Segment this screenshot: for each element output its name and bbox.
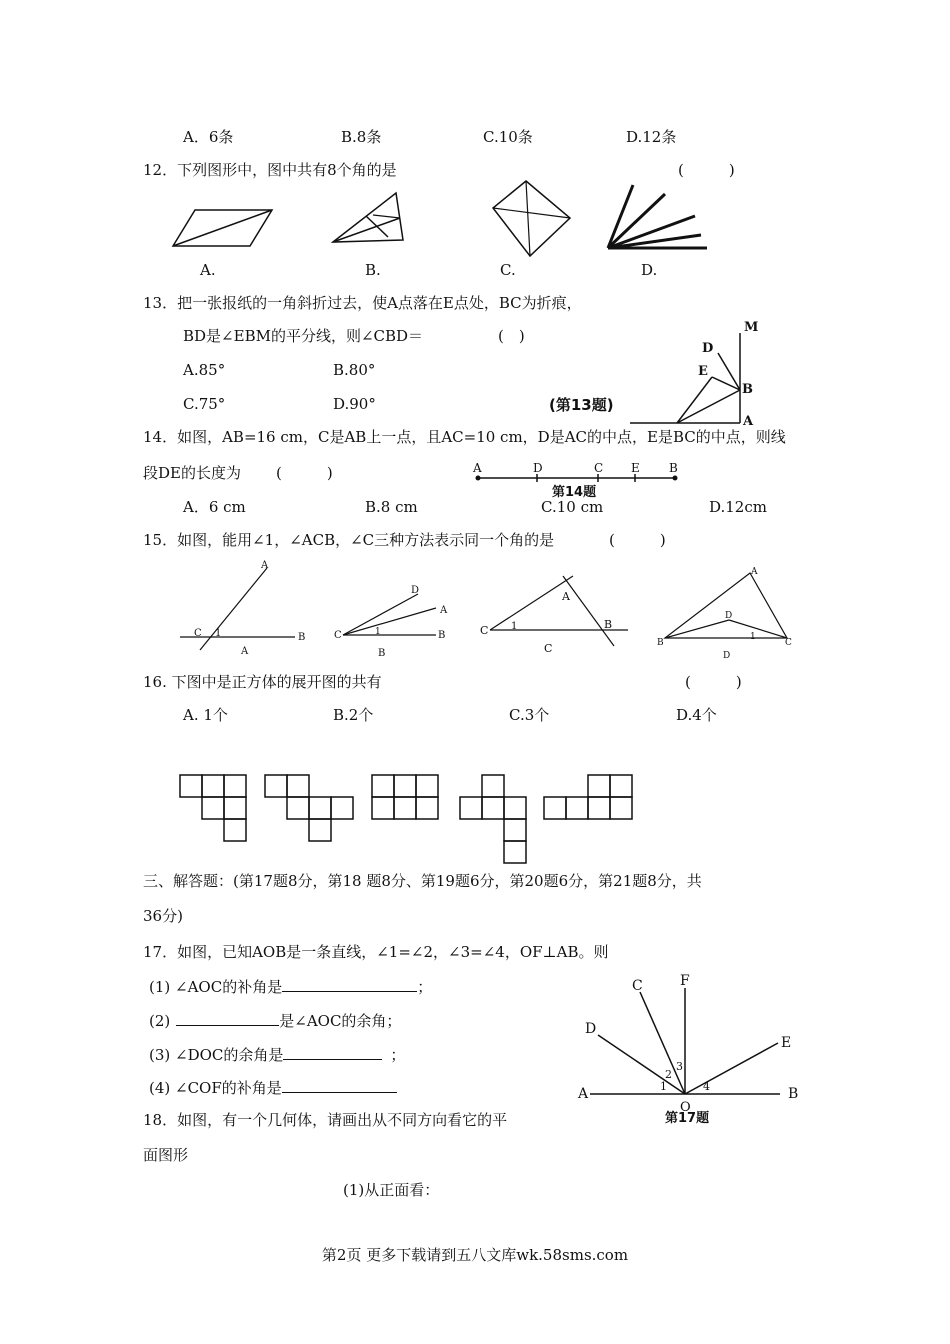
q11-option-d: D.12条 <box>626 128 677 146</box>
q17-label-b: B <box>788 1086 799 1102</box>
q17-label-f: F <box>680 973 690 989</box>
q14-label-e: E <box>631 461 640 475</box>
q17-part-3-text: (3) ∠DOC的余角是 <box>149 1046 284 1064</box>
q15d-label-d2: D <box>723 651 731 661</box>
q13-label-b: B <box>742 382 753 397</box>
q15d-label-d1: D <box>725 611 733 621</box>
q17-part-2 <box>149 1009 401 1031</box>
q14-stem-2: 段DE的长度为 <box>143 464 241 482</box>
q15a-label-a2: A <box>241 646 249 657</box>
q15c-label-c1: C <box>480 624 489 637</box>
q17-label-a: A <box>578 1086 589 1102</box>
q13-label-m: M <box>744 320 759 335</box>
q13-label-e: E <box>698 364 708 379</box>
q17-part-1 <box>149 975 432 997</box>
q15a-label-a1: A <box>261 560 269 571</box>
q17-label-o: O <box>680 1100 691 1115</box>
q14-label-a: A <box>473 461 482 475</box>
q15-figure-b <box>330 580 455 660</box>
q15-figure-d <box>655 565 800 663</box>
q17-part-2-text: (2) <box>149 1012 171 1030</box>
q17-part-3-end: ； <box>390 1046 406 1064</box>
q13-option-c: C.75° <box>183 395 226 413</box>
q15b-label-c: C <box>334 630 342 641</box>
q15d-label-b: B <box>657 638 664 648</box>
q17-label-1: 1 <box>660 1080 667 1093</box>
q17-answer-4[interactable] <box>282 1076 397 1093</box>
q15c-label-c2: C <box>544 642 553 655</box>
section3-heading-1: 三、解答题：(第17题8分，第18 题8分、第19题6分，第20题6分，第21题8分，共 <box>143 872 702 890</box>
q14-option-b: B.8 cm <box>365 498 418 516</box>
q14-option-d: D.12cm <box>709 498 767 516</box>
q15d-label-a: A <box>751 567 758 577</box>
q12-figure-d <box>603 180 713 252</box>
q12-stem: 12．下列图形中，图中共有8个角的是 <box>143 161 397 179</box>
q18-sub-1: (1)从正面看： <box>343 1181 440 1199</box>
q12-figure-c <box>488 178 578 260</box>
q13-stem-2: BD是∠EBM的平分线，则∠CBD＝ <box>183 327 424 345</box>
q14-option-a: A．6 cm <box>183 498 246 516</box>
q15-figure-c <box>478 570 638 658</box>
q15b-label-b2: B <box>378 648 386 659</box>
q16-option-d: D.4个 <box>676 706 717 724</box>
q17-label-e: E <box>781 1035 792 1051</box>
q17-answer-3[interactable] <box>283 1043 382 1060</box>
q15a-label-c: C <box>194 628 202 639</box>
q17-part-4-text: (4) ∠COF的补角是 <box>149 1079 282 1097</box>
q13-option-a: A.85° <box>183 361 226 379</box>
q17-label-4: 4 <box>703 1080 710 1093</box>
q13-label-a: A <box>743 414 754 429</box>
q12-label-c: C. <box>500 261 516 279</box>
q13-label-d: D <box>702 341 714 356</box>
q12-paren: ( ) <box>678 161 735 179</box>
q17-answer-2[interactable] <box>176 1009 279 1026</box>
q15c-label-b: B <box>604 618 613 631</box>
q17-part-2-end: 是∠AOC的余角； <box>279 1012 402 1030</box>
section3-heading-2: 36分) <box>143 907 183 925</box>
q12-figure-b <box>328 190 418 252</box>
page-footer: 第2页 更多下载请到五八文库wk.58sms.com <box>321 1246 629 1264</box>
q13-paren: ( ) <box>498 327 525 345</box>
q17-part-4 <box>149 1076 397 1098</box>
q12-label-b: B. <box>365 261 381 279</box>
q11-option-a: A．6条 <box>183 128 234 146</box>
q12-label-d: D. <box>641 261 658 279</box>
q15c-label-a: A <box>562 590 570 603</box>
q16-stem: 16. 下图中是正方体的展开图的共有 <box>143 673 382 691</box>
q13-stem-1: 13．把一张报纸的一角斜折过去，使A点落在E点处，BC为折痕， <box>143 294 582 312</box>
q15b-label-1: 1 <box>375 627 381 637</box>
q11-option-c: C.10条 <box>483 128 533 146</box>
q14-label-b: B <box>669 461 678 475</box>
q17-figure <box>570 970 810 1130</box>
q14-caption: 第14题 <box>552 485 597 500</box>
q15b-label-b1: B <box>438 630 446 641</box>
q15d-label-1: 1 <box>750 632 756 642</box>
q16-option-a: A. 1个 <box>183 706 228 724</box>
q16-option-b: B.2个 <box>333 706 374 724</box>
q16-paren: ( ) <box>685 673 742 691</box>
q17-label-2: 2 <box>665 1068 672 1081</box>
q15a-label-1: 1 <box>215 628 222 639</box>
q14-option-c: C.10 cm <box>541 498 604 516</box>
q12-label-a: A. <box>200 261 216 279</box>
q18-stem-1: 18．如图，有一个几何体，请画出从不同方向看它的平 <box>143 1111 508 1129</box>
q14-label-d: D <box>533 461 543 475</box>
q17-answer-1[interactable] <box>282 975 417 992</box>
q14-stem-1: 14．如图，AB=16 cm，C是AB上一点，且AC=10 cm，D是AC的中点，E是BC的中点，则线 <box>143 428 786 446</box>
q15c-label-1: 1 <box>511 621 518 632</box>
q17-part-1-text: (1) ∠AOC的补角是 <box>149 978 283 996</box>
q15a-label-b: B <box>298 632 306 643</box>
q15b-label-a: A <box>440 605 448 616</box>
q13-figure <box>600 315 770 430</box>
q17-label-3: 3 <box>676 1060 683 1073</box>
q16-cube-nets <box>170 770 640 870</box>
q13-caption: (第13题) <box>549 396 614 414</box>
q13-option-b: B.80° <box>333 361 376 379</box>
q14-label-c: C <box>594 461 604 475</box>
q15-figure-a <box>175 560 315 658</box>
q17-part-1-end: ； <box>417 978 433 996</box>
q17-stem: 17．如图，已知AOB是一条直线，∠1=∠2，∠3=∠4，OF⊥AB。则 <box>143 943 609 961</box>
q17-caption: 第17题 <box>665 1111 710 1126</box>
q13-option-d: D.90° <box>333 395 376 413</box>
q15-stem: 15．如图，能用∠1，∠ACB，∠C三种方法表示同一个角的是 <box>143 531 555 549</box>
q17-label-d: D <box>585 1021 597 1037</box>
q11-option-b: B.8条 <box>341 128 382 146</box>
q15d-label-c: C <box>785 638 792 648</box>
q17-label-c: C <box>632 978 643 994</box>
q16-option-c: C.3个 <box>509 706 550 724</box>
q15b-label-d: D <box>411 585 420 596</box>
q14-paren: ( ) <box>276 464 333 482</box>
q17-part-3 <box>149 1043 405 1065</box>
q12-figure-a <box>165 200 280 255</box>
q18-stem-2: 面图形 <box>143 1146 189 1164</box>
q15-paren: ( ) <box>609 531 666 549</box>
